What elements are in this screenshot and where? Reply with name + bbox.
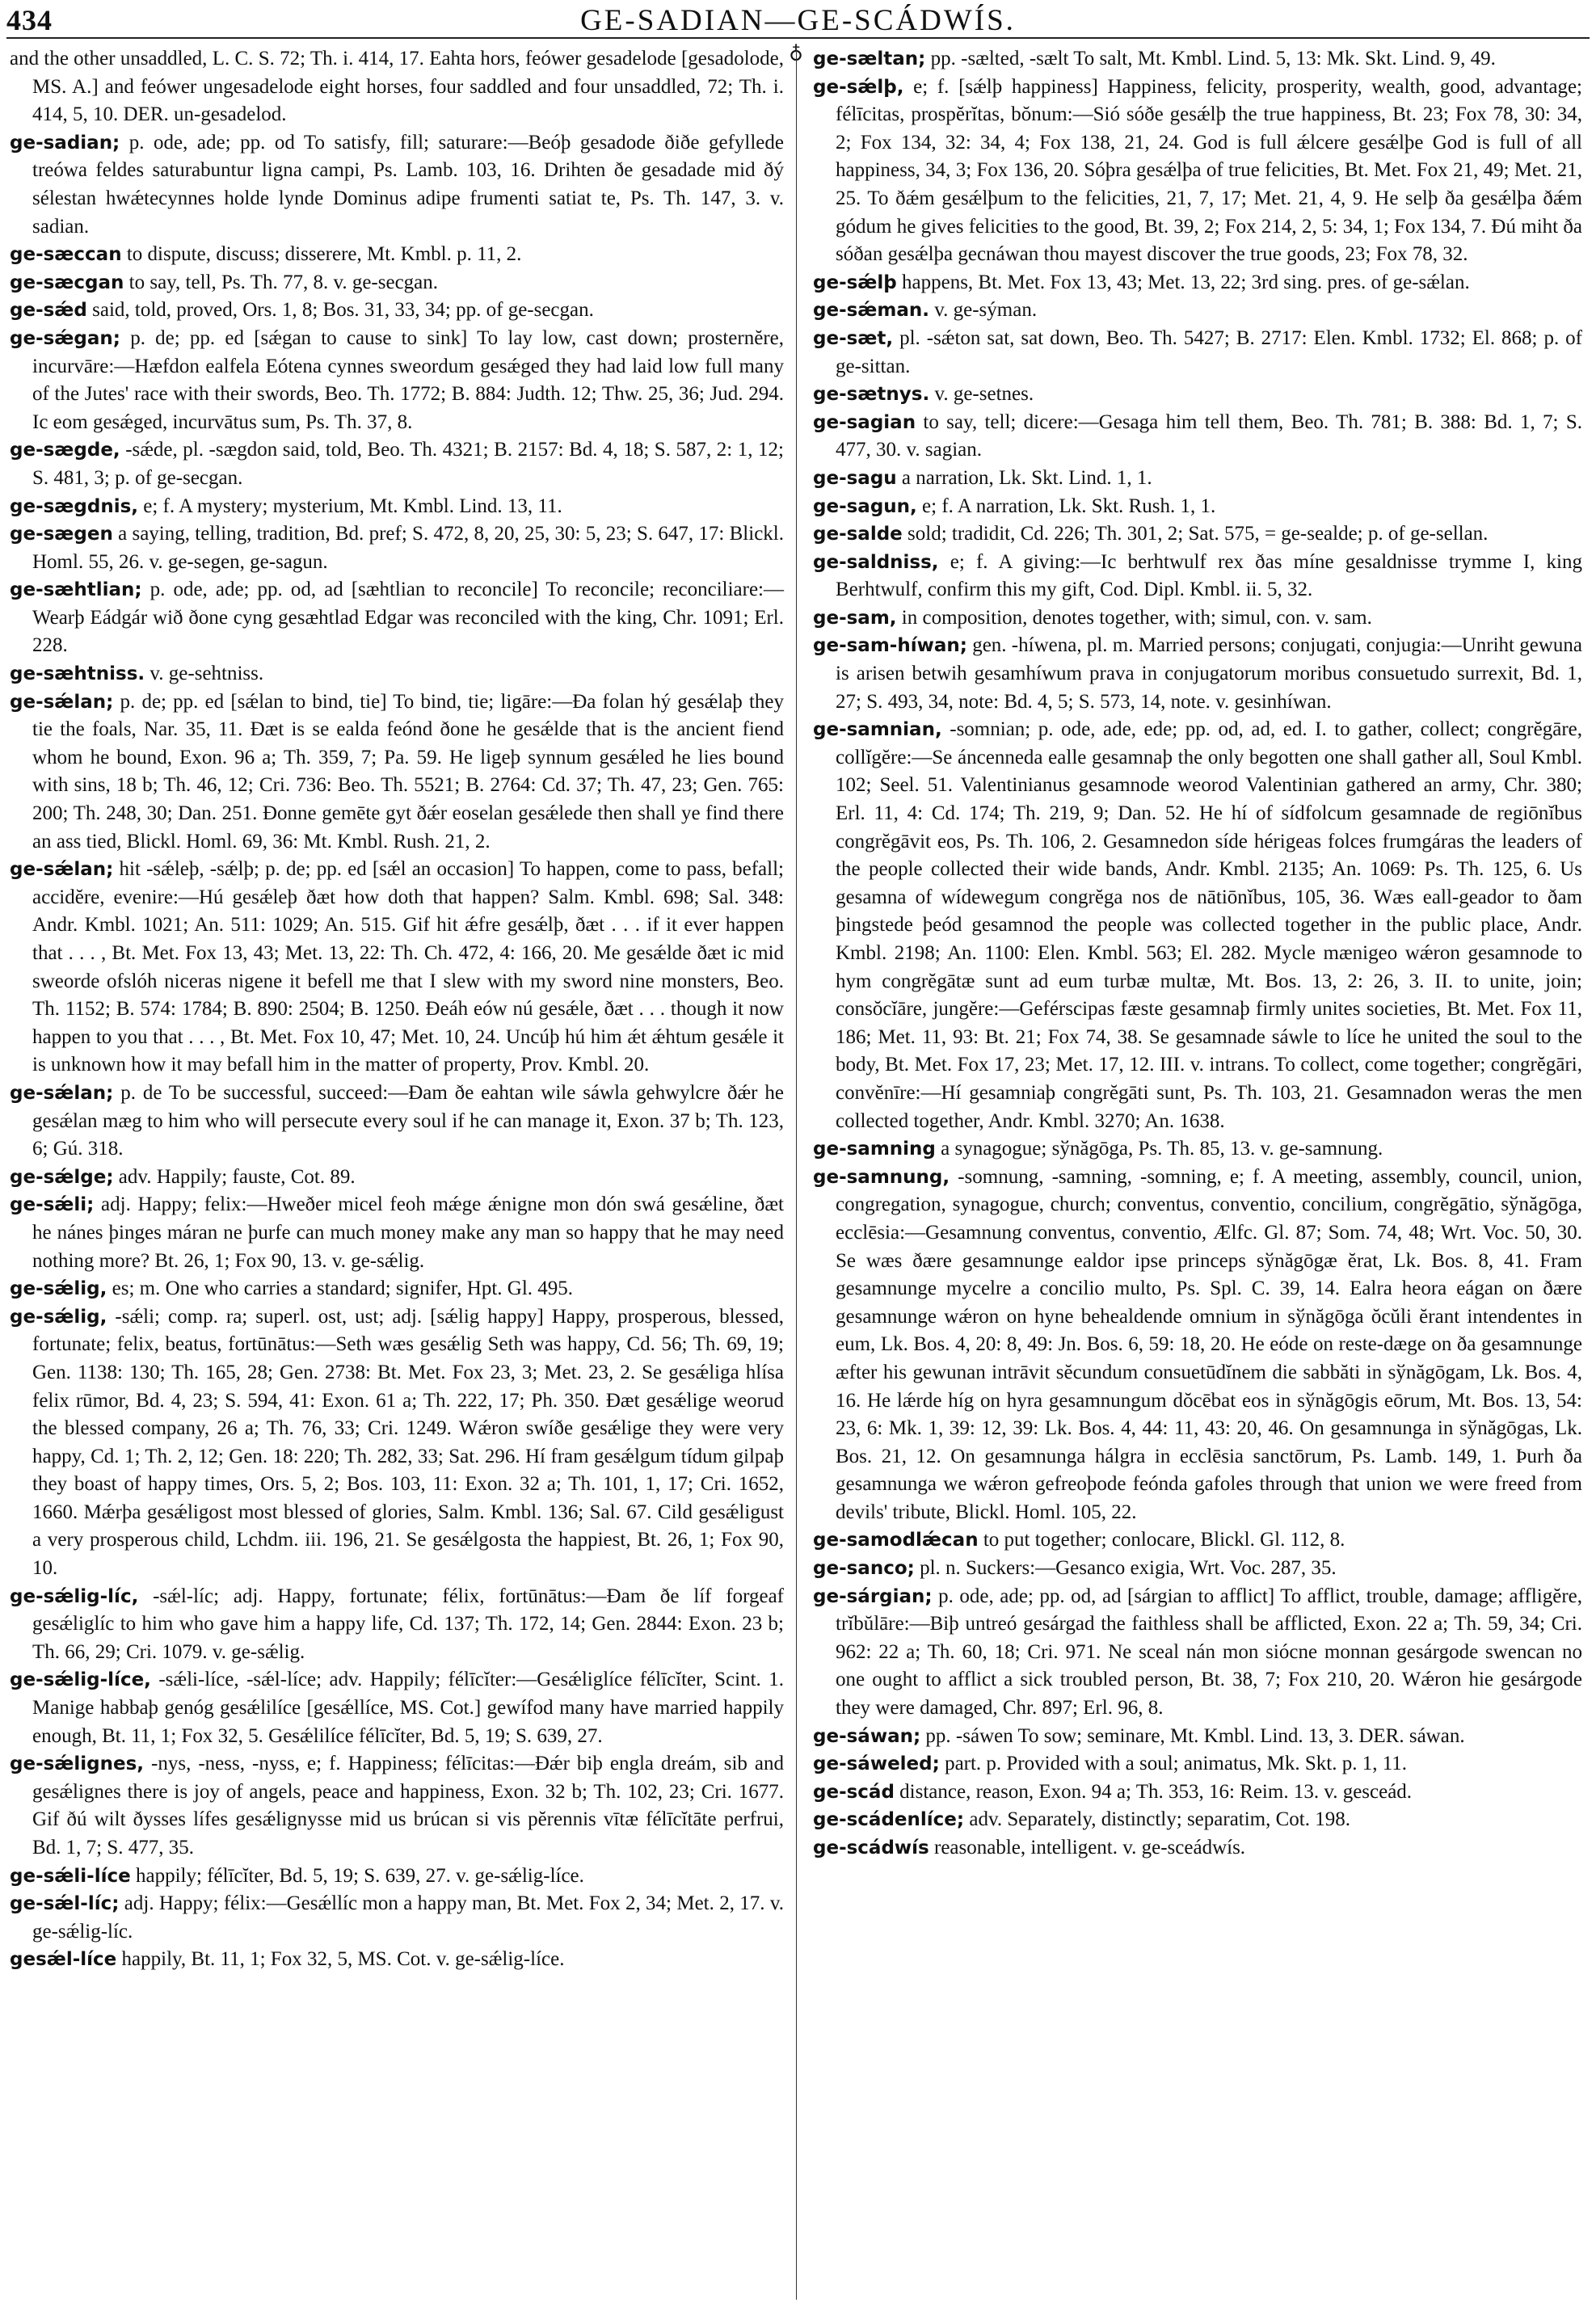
entry-text: p. ode, ade; pp. od, ad [sæhtlian to reconcile] To reconcile; reconciliare:—Wearþ Eádgár wið ðone cyng gesæhtlad Edgar was reconciled with the king, Chr. 1091; Erl. 228. bbox=[32, 579, 784, 657]
right-column bbox=[813, 45, 1582, 1863]
entry-text: reasonable, intelligent. v. ge-sceádwís. bbox=[929, 1837, 1246, 1858]
entry-headword: ge-scádwís bbox=[813, 1837, 929, 1858]
entry-headword: ge-sǽl-líc; bbox=[10, 1893, 120, 1915]
dictionary-entry bbox=[10, 1303, 784, 1583]
entry-text: p. ode, ade; pp. od To satisfy, fill; saturare:—Beóþ gesadode ðiðe gefyllede treówa feldes saturabuntur ligna campi, Ps. Lamb. 103, 16. Drihten ðe gesadade mid ðý sélestan hwǽtecynnes holde lynde Dominus adipe frumenti satiat te, Ps. Th. 147, 3. v. sadian. bbox=[32, 131, 784, 238]
entry-headword: ge-sagu bbox=[813, 467, 897, 489]
entry-text: to put together; conlocare, Blickl. Gl. 112, 8. bbox=[978, 1529, 1345, 1551]
entry-text: v. ge-sehtniss. bbox=[145, 663, 264, 685]
dictionary-entry bbox=[813, 297, 1582, 325]
dictionary-entry bbox=[10, 1750, 784, 1862]
dictionary-entry bbox=[10, 1164, 784, 1192]
entry-text: -somnian; p. ode, ade, ede; pp. od, ad, ed. I. to gather, collect; congrĕgāre, collĭgĕre:—Se áncenneda ealle gesamnaþ the only begotten one shall gather all, Soul Kmbl. 102; Seel. 51. Valentinianus gesamnode weorod Valentinian gathered an army, Chr. 380; Erl. 11, 4: Cd. 174; Th. 219, 9; Dan. 52. He hí of sídfolcum gesamnade de regiōnĭbus congrĕgāvit eos, Ps. Th. 106, 2. Gesamnedon síde hérigeas folces frumgáras the leaders of the people collected their wide bands, Andr. Kmbl. 2135; An. 1069: Ps. Th. 125, 6. Us gesamna of wídewegum congrĕga nos de nātiōnĭbus, 105, 36. Wæs eall-geador to ðam þingstede þeód gesamnod the people was collected together in the public place, Andr. Kmbl. 2198; An. 1100: Elen. Kmbl. 563; El. 282. Mycle mænigeo wǽron gesamnode to hym congrĕgātæ sunt ad eum turbæ multæ, Mt. Bos. 13, 2: 26, 3. II. to unite, join; consŏcĭāre, jungĕre:—Geférscipas fæste gesamnaþ firmly unites societies, Bt. Met. Fox 11, 186; Met. 11, 93: Bt. 21; Fox 74, 38. Se gesamnade sáwle to líce he united the soul to the body, Bt. Met. Fox 17, 23; Met. 17, 12. III. v. intrans. To collect, come together; congrĕgāri, convĕnīre:—Hí gesamniaþ congrĕgāti sunt, Ps. Th. 103, 21. Gesamnadon weras the men collected together, Andr. Kmbl. 3270; An. 1638. bbox=[836, 718, 1582, 1132]
entry-text: pp. -sáwen To sow; seminare, Mt. Kmbl. Lind. 13, 3. DER. sáwan. bbox=[920, 1724, 1465, 1747]
dictionary-entry bbox=[10, 325, 784, 436]
entry-headword: ge-sǽman. bbox=[813, 300, 929, 322]
entry-headword: ge-sæccan bbox=[10, 244, 122, 266]
entry-headword: ge-sǽd bbox=[10, 300, 87, 322]
dictionary-entry bbox=[813, 520, 1582, 549]
dictionary-entry bbox=[813, 1750, 1582, 1779]
dictionary-entry bbox=[813, 45, 1582, 74]
dictionary-entry bbox=[10, 269, 784, 297]
entry-text: a saying, telling, tradition, Bd. pref; S. 472, 8, 20, 25, 30: 5, 23; S. 647, 17: Blickl. Homl. 55, 26. v. ge-segen, ge-sagun. bbox=[32, 523, 784, 573]
dictionary-entry bbox=[813, 716, 1582, 1135]
entry-text: p. de; pp. ed [sǽgan to cause to sink] To lay low, cast down; prosternĕre, incurvāre:—Hæfdon ealfela Eótena cynnes sweordum gesǽged they had laid low full many of the Jutes' race with their swords, Beo. Th. 1772; B. 884: Judth. 12; Thw. 25, 36; Jud. 294. Ic eom gesǽged, incurvātus sum, Ps. Th. 37, 8. bbox=[32, 326, 784, 433]
entry-headword: ge-sǽlþ bbox=[813, 272, 897, 293]
entry-text: p. de To be successful, succeed:—Ðam ðe eahtan wile sáwla gehwylcre ðǽr he gesǽlan mæg to him who will persecute every soul if he can manage it, Exon. 37 b; Th. 123, 6; Gú. 318. bbox=[32, 1081, 784, 1160]
entry-headword: ge-salde bbox=[813, 524, 903, 545]
entry-headword: ge-sǽgan; bbox=[10, 327, 120, 349]
column-ornament-icon: ♁ bbox=[789, 42, 803, 63]
dictionary-entry bbox=[813, 1135, 1582, 1164]
dictionary-entry bbox=[813, 1723, 1582, 1751]
dictionary-entry bbox=[813, 381, 1582, 409]
entry-headword: ge-sægde, bbox=[10, 440, 120, 461]
entry-text: e; f. [sǽlþ happiness] Happiness, felicity, prosperity, wealth, good, advantage; félīcitas, prospĕrĭtas, bŏnum:—Sió sóðe gesǽlþ the true happiness, Bt. 23; Fox 78, 30: 34, 2; Fox 134, 32: 34, 4; Fox 138, 21, 24. God is full ǽlcere gesǽlþe God is full of all happiness, 34, 3; Fox 136, 20. Sóþra gesǽlþa of true felicities, Bt. Met. Fox 21, 49; Met. 21, 25. To ðǽm gesǽlþum to the felicities, 21, 7, 17; Met. 21, 4, 9. He selþ ða gesǽlþa ðǽm gódum he gives felicities to the good, Bt. 39, 2; Fox 214, 2, 5: 34, 1; Fox 134, 7. Ðú miht ða sóðan gesǽlþa gecnáwan thou mayest discover the true goods, 23; Fox 78, 32. bbox=[836, 75, 1582, 266]
entry-headword: ge-sǽlignes, bbox=[10, 1753, 145, 1775]
dictionary-entry bbox=[10, 297, 784, 325]
entry-headword: ge-sǽlig-líc, bbox=[10, 1585, 139, 1607]
entry-headword: ge-samning bbox=[813, 1139, 936, 1160]
dictionary-entry bbox=[813, 1164, 1582, 1527]
column-divider bbox=[796, 45, 797, 2300]
entry-headword: ge-samnung, bbox=[813, 1166, 950, 1188]
entry-headword: ge-sæt, bbox=[813, 327, 894, 349]
entry-text: v. ge-sýman. bbox=[929, 299, 1038, 322]
entry-text: and the other unsaddled, L. C. S. 72; Th. i. 414, 17. Eahta hors, feówer gesadelode [gesadolode, MS. A.] and feówer ungesadelode eight horses, four saddled and four unsaddled, 72; Th. i. 414, 5, 10. DER. un-gesadelod. bbox=[10, 48, 784, 126]
entry-text: a narration, Lk. Skt. Lind. 1, 1. bbox=[896, 466, 1152, 489]
entry-headword: ge-sæhtniss. bbox=[10, 663, 145, 685]
entry-headword: ge-saldniss, bbox=[813, 551, 939, 573]
dictionary-entry bbox=[813, 1806, 1582, 1834]
entry-text: hit -sǽleþ, -sǽlþ; p. de; pp. ed [sǽl an occasion] To happen, come to pass, befall; accidĕre, evenire:—Hú gesǽleþ ðæt how doth that happen? Salm. Kmbl. 698; Sal. 348: Andr. Kmbl. 1021; An. 511: 1029; An. 515. Gif hit ǽfre gesǽlþ, ðæt . . . if it ever happen that . . . , Bt. Met. Fox 13, 43; Met. 13, 22: Th. Ch. 472, 4: 166, 20. Me gesǽlde ðæt ic mid sweorde ofslóh niceras nigene it befell me that I slew with my sword nine monsters, Beo. Th. 1152; B. 574: 1784; B. 890: 2504; B. 1250. Ðeáh eów nú gesǽle, ðæt . . . though it now happen to you that . . . , Bt. Met. Fox 10, 47; Met. 10, 24. Uncúþ hú him ǽt ǽhtum gesǽle it is unknown how it may befall him in the matter of property, Prov. Kmbl. 20. bbox=[32, 858, 784, 1076]
dictionary-entry bbox=[10, 660, 784, 688]
entry-text: adj. Happy; felix:—Hweðer micel feoh mǽge ǽnigne mon dón swá gesǽline, ðæt he nánes þinges máran ne þurfe can much money make any man so happy that he may need nothing more? Bt. 26, 1; Fox 90, 13. v. ge-sǽlig. bbox=[32, 1193, 784, 1272]
entry-text: to dispute, discuss; disserere, Mt. Kmbl. p. 11, 2. bbox=[121, 243, 522, 266]
page-number: 434 bbox=[6, 4, 53, 36]
dictionary-entry bbox=[10, 856, 784, 1080]
entry-text: p. de; pp. ed [sǽlan to bind, tie] To bind, tie; ligāre:—Ða folan hý gesǽlaþ they tie the foals, Nar. 35, 11. Ðæt is se ealda feónd ðone he gesǽlde that is the ancient fiend whom he bound, Exon. 96 a; Th. 359, 7; Pa. 59. He ligeþ synnum gesǽled he lies bound with sins, 18 b; Th. 46, 12; Cri. 736: Beo. Th. 5521; B. 2764: Cd. 37; Th. 47, 23; Gen. 765: 200; Th. 248, 30; Dan. 251. Ðonne gemēte gyt ðǽr eoselan gesǽlede then shall ye find there an ass tied, Blickl. Homl. 69, 36: Mt. Kmbl. Rush. 21, 2. bbox=[32, 690, 784, 852]
dictionary-entry bbox=[10, 688, 784, 857]
entry-text: pl. n. Suckers:—Gesanco exigia, Wrt. Voc. 287, 35. bbox=[914, 1557, 1337, 1580]
entry-headword: ge-scádenlíce; bbox=[813, 1809, 965, 1831]
entry-headword: ge-sǽlan; bbox=[10, 859, 114, 881]
dictionary-entry bbox=[10, 1863, 784, 1891]
entry-headword: ge-sam, bbox=[813, 607, 897, 629]
entry-text: es; m. One who carries a standard; signifer, Hpt. Gl. 495. bbox=[107, 1278, 574, 1300]
dictionary-entry bbox=[10, 1275, 784, 1303]
dictionary-entry bbox=[813, 269, 1582, 297]
entry-text: e; f. A giving:—Ic berhtwulf rex ðas míne gesaldnisse trymme I, king Berhtwulf, confirm this my gift, Cod. Dipl. Kmbl. ii. 5, 32. bbox=[836, 550, 1582, 601]
entry-text: in composition, denotes together, with; simul, con. v. sam. bbox=[896, 606, 1372, 629]
entry-text: e; f. A narration, Lk. Skt. Rush. 1, 1. bbox=[916, 495, 1216, 517]
page-header bbox=[6, 3, 1590, 39]
entry-headword: ge-sǽlig, bbox=[10, 1306, 107, 1328]
entry-text: distance, reason, Exon. 94 a; Th. 353, 16: Reim. 13. v. gesceád. bbox=[894, 1780, 1413, 1803]
dictionary-entry bbox=[10, 241, 784, 269]
entry-headword: ge-sǽlan; bbox=[10, 1082, 114, 1104]
entry-headword: ge-sægen bbox=[10, 524, 113, 545]
entry-text: happily, Bt. 11, 1; Fox 32, 5, MS. Cot. v. ge-sǽlig-líce. bbox=[116, 1948, 565, 1971]
entry-text: adv. Separately, distinctly; separatim, Cot. 198. bbox=[964, 1808, 1350, 1831]
dictionary-entry bbox=[813, 1583, 1582, 1723]
entry-headword: ge-sǽlan; bbox=[10, 691, 114, 713]
entry-text: v. ge-setnes. bbox=[929, 383, 1034, 406]
entry-headword: ge-sǽli; bbox=[10, 1194, 95, 1216]
entry-headword: ge-sáwan; bbox=[813, 1725, 921, 1747]
entry-headword: ge-sæltan; bbox=[813, 48, 926, 69]
entry-text: gen. -híwena, pl. m. Married persons; conjugati, conjugia:—Unriht gewuna is arisen betwih gesamhíwum prava in conjugatorum moribus consuetudo surrexit, Bd. 1, 27; S. 493, 34, note: Bd. 4, 5; S. 573, 14, note. v. gesinhíwan. bbox=[836, 634, 1582, 713]
entry-text: sold; tradidit, Cd. 226; Th. 301, 2; Sat. 575, = ge-sealde; p. of ge-sellan. bbox=[902, 523, 1489, 545]
dictionary-entry bbox=[10, 1666, 784, 1750]
dictionary-entry bbox=[10, 129, 784, 241]
dictionary-entry bbox=[813, 493, 1582, 521]
dictionary-entry bbox=[813, 604, 1582, 633]
entry-text: a synagogue; sўnăgōga, Ps. Th. 85, 13. v. ge-samnung. bbox=[935, 1138, 1383, 1160]
entry-text: adv. Happily; fauste, Cot. 89. bbox=[113, 1165, 356, 1188]
entry-headword: ge-sagun, bbox=[813, 495, 917, 517]
entry-text: -sǽde, pl. -sægdon said, told, Beo. Th. 4321; B. 2157: Bd. 4, 18; S. 587, 2: 1, 12; S. 481, 3; p. of ge-secgan. bbox=[32, 439, 784, 489]
entry-headword: ge-sætnys. bbox=[813, 384, 930, 406]
entry-headword: gesǽl-líce bbox=[10, 1949, 117, 1971]
entry-headword: ge-samodlǽcan bbox=[813, 1530, 979, 1551]
dictionary-entry bbox=[10, 1583, 784, 1667]
entry-headword: ge-sam-híwan; bbox=[813, 635, 967, 657]
running-title: GE-SADIAN—GE-SCÁDWÍS. bbox=[580, 4, 1016, 37]
dictionary-entry bbox=[10, 520, 784, 576]
entry-headword: ge-sǽlig, bbox=[10, 1278, 107, 1300]
dictionary-entry bbox=[813, 325, 1582, 381]
dictionary-entry bbox=[10, 45, 784, 129]
entry-text: part. p. Provided with a soul; animatus, Mk. Skt. p. 1, 11. bbox=[939, 1753, 1408, 1775]
dictionary-entry bbox=[813, 632, 1582, 716]
dictionary-entry bbox=[813, 1555, 1582, 1583]
dictionary-entry bbox=[10, 493, 784, 521]
entry-text: pp. -sælted, -sælt To salt, Mt. Kmbl. Lind. 5, 13: Mk. Skt. Lind. 9, 49. bbox=[925, 48, 1496, 69]
dictionary-entry bbox=[813, 1779, 1582, 1807]
entry-text: to say, tell; dicere:—Gesaga him tell them, Beo. Th. 781; B. 388: Bd. 1, 7; S. 477, 30. v. sagian. bbox=[836, 410, 1582, 461]
entry-headword: ge-samnian, bbox=[813, 719, 942, 741]
entry-text: -somnung, -samning, -somning, e; f. A meeting, assembly, council, union, congregation, synagogue, church; conventus, conventio, concilium, congrĕgātio, sўnăgōga, ecclēsia:—Gesamnung conventus, conventio, Ælfc. Gl. 87; Som. 74, 48; Wrt. Voc. 50, 30. Se wæs ðære gesamnunge ealdor ipse princeps sўnăgōgæ ĕrat, Lk. Bos. 8, 41. Fram gesamnunge mycelre a concilio multo, Ps. Spl. C. 39, 14. Ealra heora eágan on ðære gesamnunge wǽron on hyne behealdende omnium in sўnăgōga ŏcŭli ĕrant intendentes in eum, Lk. Bos. 4, 20: 8, 49: Jn. Bos. 6, 59: 18, 20. He eóde on reste-dæge on ða gesamnunge æfter his gewunan intrāvit sĕcundum consuetūdĭnem die sabbăti in sўnăgōgam, Lk. Bos. 4, 16. He lǽrde híg on hyra gesamnungum dŏcēbat eos in sўnăgōgis eōrum, Mt. Bos. 13, 54: 23, 6: Mk. 1, 39: 12, 39: Lk. Bos. 4, 44: 11, 43: 20, 46. On gesamnunga in sўnăgōgas, Lk. Bos. 21, 12. On gesamnunga hálgra in ecclēsia sanctōrum, Ps. Lamb. 149, 1. Þurh ða gesamnunga we wǽron gefreoþode feónda gafoles through that union we were freed from devils' tribute, Blickl. Homl. 105, 22. bbox=[836, 1165, 1582, 1523]
dictionary-entry bbox=[813, 1834, 1582, 1863]
entry-text: happens, Bt. Met. Fox 13, 43; Met. 13, 22; 3rd sing. pres. of ge-sǽlan. bbox=[896, 271, 1470, 293]
entry-headword: ge-sanco; bbox=[813, 1558, 915, 1580]
entry-headword: ge-sáweled; bbox=[813, 1753, 940, 1775]
entry-text: to say, tell, Ps. Th. 77, 8. v. ge-secgan. bbox=[124, 271, 439, 293]
entry-headword: ge-sǽlig-líce, bbox=[10, 1669, 151, 1691]
dictionary-entry bbox=[10, 1946, 784, 1974]
entry-text: said, told, proved, Ors. 1, 8; Bos. 31, 33, 34; pp. of ge-secgan. bbox=[86, 299, 594, 322]
left-column bbox=[10, 45, 784, 1974]
dictionary-entry bbox=[813, 1526, 1582, 1555]
dictionary-entry bbox=[10, 1191, 784, 1275]
dictionary-entry bbox=[10, 576, 784, 660]
entry-text: -sǽli-líce, -sǽl-líce; adv. Happily; félīcĭter:—Gesǽliglíce félīcĭter, Scint. 1. Manige habbaþ genóg gesǽlilíce [gesǽllíce, MS. Cot.] gewífod many have married happily enough, Bt. 11, 1; Fox 32, 5. Gesǽlilíce félīcĭter, Bd. 5, 19; S. 639, 27. bbox=[32, 1669, 784, 1747]
entry-text: -sǽl-líc; adj. Happy, fortunate; félix, fortūnātus:—Ðam ðe líf forgeaf gesǽliglíc to him who gave him a happy life, Cd. 137; Th. 172, 14; Gen. 2844: Exon. 23 b; Th. 66, 29; Cri. 1079. v. ge-sǽlig. bbox=[32, 1585, 784, 1663]
entry-text: happily; félīcĭter, Bd. 5, 19; S. 639, 27. v. ge-sǽlig-líce. bbox=[130, 1864, 584, 1887]
entry-text: pl. -sǽton sat, sat down, Beo. Th. 5427; B. 2717: Elen. Kmbl. 1732; El. 868; p. of ge-sittan. bbox=[836, 326, 1582, 377]
entry-text: p. ode, ade; pp. od, ad [sárgian to afflict] To afflict, trouble, damage; affligĕre, trĭbŭlāre:—Biþ untreó gesárgad the faithless shall be afflicted, Exon. 22 a; Th. 59, 34; Cri. 962: 22 a; Th. 60, 18; Cri. 971. Ne sceal nán mon siócne monnan gesárgode swencan no one ought to afflict a sick troubled person, Bt. 38, 7; Fox 210, 20. Wǽron hie gesárgode they were damaged, Chr. 897; Erl. 96, 8. bbox=[836, 1585, 1582, 1720]
dictionary-entry bbox=[813, 465, 1582, 493]
dictionary-entry bbox=[10, 436, 784, 492]
entry-headword: ge-sǽlge; bbox=[10, 1166, 114, 1188]
entry-text: -sǽli; comp. ra; superl. ost, ust; adj. [sǽlig happy] Happy, prosperous, blessed, fortunate; felix, beatus, fortūnātus:—Seth wæs gesǽlig Seth was happy, Cd. 56; Th. 69, 19; Gen. 1138: 130; Th. 165, 28; Gen. 2738: Bt. Met. Fox 23, 3; Met. 23, 2. Se gesǽliga hlísa felix rūmor, Bd. 4, 23; S. 594, 41: Exon. 61 a; Th. 222, 17; Ph. 350. Ðæt gesǽlige weorud the blessed company, 26 a; Th. 76, 33; Cri. 1249. Wǽron swíðe gesǽlige they were very happy, Cd. 1; Th. 2, 12; Gen. 18: 220; Th. 282, 33; Sat. 296. Hí fram gesǽlgum tídum gilpaþ they boast of happy times, Ors. 5, 2; Bos. 103, 11: Exon. 32 a; Th. 101, 1, 17; Cri. 1652, 1660. Mǽrþa gesǽligost most blessed of glories, Salm. Kmbl. 136; Sal. 67. Cild gesǽligust a very prosperous child, Lchdm. iii. 196, 21. Se gesǽlgosta the happiest, Bt. 26, 1; Fox 90, 10. bbox=[32, 1305, 784, 1580]
entry-headword: ge-sadian; bbox=[10, 132, 120, 154]
dictionary-entry bbox=[813, 74, 1582, 269]
dictionary-entry bbox=[10, 1890, 784, 1946]
entry-headword: ge-sǽlþ, bbox=[813, 76, 904, 98]
entry-text: -nys, -ness, -nyss, e; f. Happiness; félīcitas:—Ðǽr biþ engla dreám, sib and gesǽlignes there is joy of angels, peace and happiness, Exon. 32 b; Th. 102, 23; Cri. 1677. Gif ðú wilt ðysses lífes gesǽlignysse mid us brúcan si vis pĕrennis vītæ félīcĭtāte perfrui, Bd. 1, 7; S. 477, 35. bbox=[32, 1753, 784, 1858]
header-rule bbox=[6, 37, 1590, 39]
dictionary-entry bbox=[813, 409, 1582, 465]
dictionary-entry bbox=[10, 1080, 784, 1164]
dictionary-entry bbox=[813, 549, 1582, 604]
entry-text: e; f. A mystery; mysterium, Mt. Kmbl. Lind. 13, 11. bbox=[138, 495, 562, 517]
entry-headword: ge-sæhtlian; bbox=[10, 579, 142, 601]
entry-headword: ge-sǽli-líce bbox=[10, 1865, 131, 1887]
entry-headword: ge-sægdnis, bbox=[10, 495, 139, 517]
entry-headword: ge-sagian bbox=[813, 411, 916, 433]
entry-headword: ge-sæcgan bbox=[10, 272, 124, 293]
entry-headword: ge-sárgian; bbox=[813, 1585, 933, 1607]
entry-headword: ge-scád bbox=[813, 1781, 895, 1803]
entry-text: adj. Happy; félix:—Gesǽllíc mon a happy man, Bt. Met. Fox 2, 34; Met. 2, 17. v. ge-sǽlig-líc. bbox=[32, 1892, 784, 1943]
